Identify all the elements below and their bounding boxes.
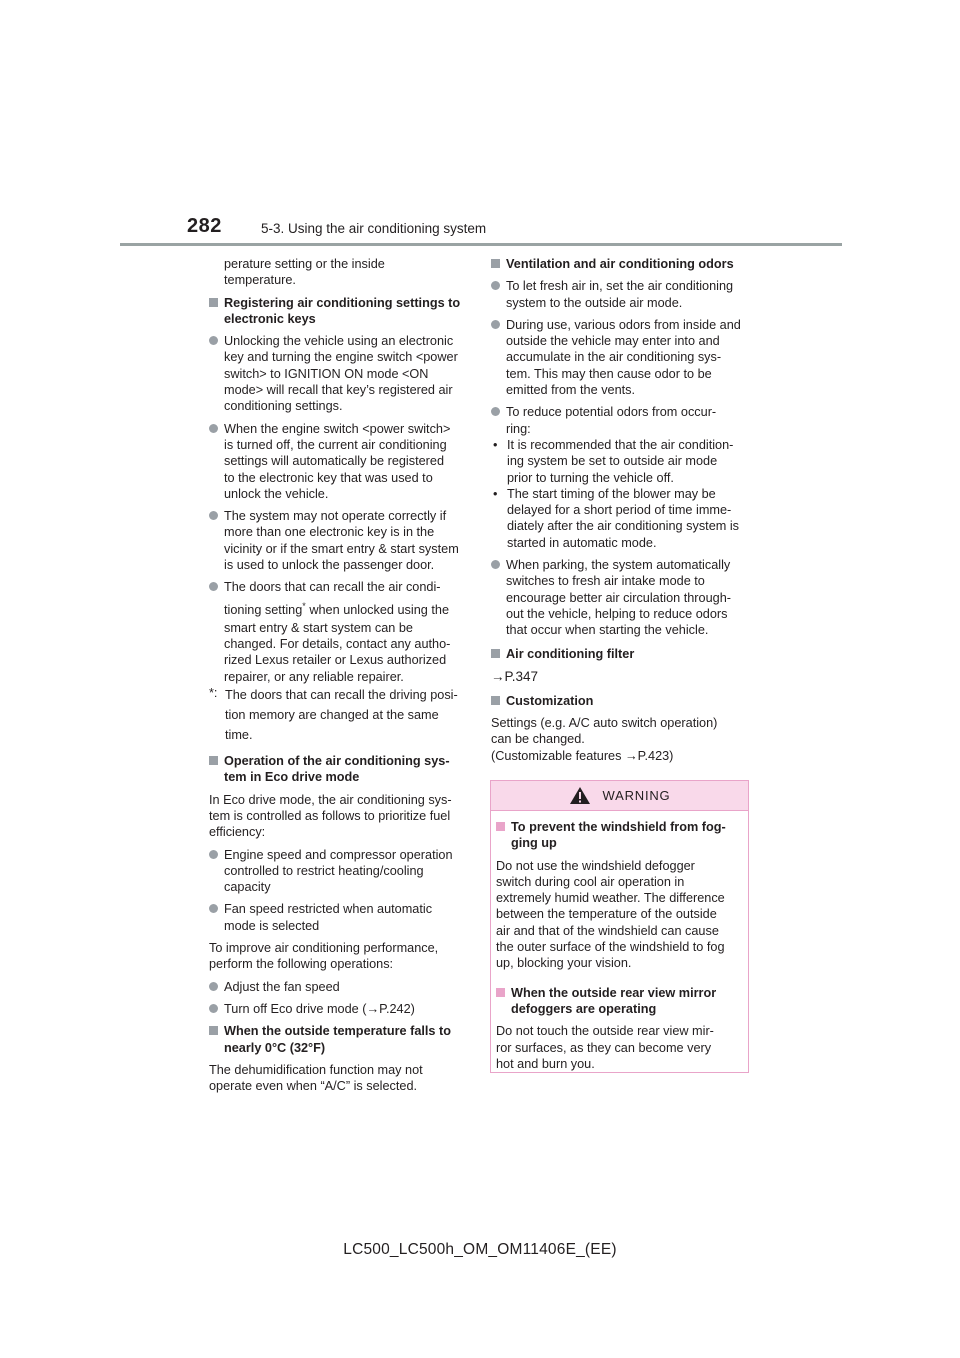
bullet-icon (209, 982, 218, 991)
temperature-paragraph: The dehumidification function may not operate even when “A/C” is selected. (209, 1062, 423, 1094)
bullet-icon (491, 560, 500, 569)
warning-heading-fog: To prevent the windshield from fog- ging up (496, 819, 743, 852)
warning-header (491, 781, 748, 811)
list-item: During use, various odors from inside and outside the vehicle may enter into and accumulate in the air conditioning sys- tem. This may then cause odor to be emitted from the vents. (491, 317, 753, 398)
warning-paragraph-mirror: Do not touch the outside rear view mir- ror surfaces, as they can become very hot and burn you. (496, 1024, 714, 1071)
bullet-icon (491, 281, 500, 290)
list-item: To let fresh air in, set the air conditioning system to the outside air mode. (491, 278, 753, 311)
eco-paragraph: In Eco drive mode, the air conditioning sys- tem is controlled as follows to prioritize fuel efficiency: (209, 792, 452, 840)
list-item: When parking, the system automatically switches to fresh air intake mode to encourage better air circulation through- out the vehicle, helping to reduce odors that occur when starting the vehicle. (491, 557, 753, 638)
list-item: When the engine switch <power switch> is turned off, the current air conditioning settings will automatically be registered to the electronic key that was used to unlock the vehicle. (209, 421, 471, 502)
eco-paragraph-2: To improve air conditioning performance, perform the following operations: (209, 941, 439, 972)
footnote-marker: * (302, 600, 306, 611)
bullet-icon (209, 511, 218, 520)
ventilation-heading: Ventilation and air conditioning odors (491, 256, 753, 272)
left-column (209, 256, 471, 1094)
heading-square-icon (491, 259, 500, 268)
header-rule (120, 243, 842, 246)
warning-title: WARNING (602, 788, 671, 803)
warning-paragraph-fog: Do not use the windshield defogger switch during cool air operation in extremely humid weather. The difference between the temperature of the outside air and that of the windshield can cause the outer surface of the windshield to fog up, blocking your vision. (496, 858, 725, 971)
customization-heading: Customization (491, 693, 753, 709)
sub-list-item: • It is recommended that the air condition- ing system be set to outside air mode prior to turning the vehicle off. (493, 437, 734, 485)
filter-heading: Air conditioning filter (491, 646, 753, 662)
list-item: Adjust the fan speed (209, 979, 471, 995)
bullet-icon (209, 1004, 218, 1013)
bullet-icon (209, 424, 218, 433)
eco-heading: Operation of the air conditioning sys- tem in Eco drive mode (209, 753, 471, 786)
heading-square-icon (496, 822, 505, 831)
filter-page-ref[interactable]: →P.347 (491, 668, 539, 684)
heading-square-icon (491, 696, 500, 705)
sub-list-item: • The start timing of the blower may be delayed for a short period of time imme- diately after the air conditioning system is started in automatic mode. (493, 486, 740, 550)
registering-heading: Registering air conditioning settings to electronic keys (209, 295, 471, 328)
page-number: 282 (187, 215, 222, 237)
list-item: The system may not operate correctly if more than one electronic key is in the vicinity or if the smart entry & start system is used to unlock the passenger door. (209, 508, 471, 573)
bullet-icon (209, 850, 218, 859)
bullet-icon (209, 904, 218, 913)
bullet-icon (491, 320, 500, 329)
list-item: Turn off Eco drive mode (→P.242) (209, 1001, 471, 1017)
list-item: Fan speed restricted when automatic mode is selected (209, 901, 471, 934)
heading-square-icon (491, 649, 500, 658)
heading-square-icon (209, 756, 218, 765)
section-title: 5-3. Using the air conditioning system (261, 221, 487, 236)
list-item: Unlocking the vehicle using an electronic key and turning the engine switch <power switch> to IGNITION ON mode <ON mode> will recall that key’s registered air conditioning settings. (209, 333, 471, 414)
bullet-icon (209, 582, 218, 591)
warning-triangle-icon (569, 786, 591, 805)
customization-paragraph: Settings (e.g. A/C auto switch operation) can be changed. (Customizable features →P.423) (491, 716, 718, 763)
bullet-icon (209, 336, 218, 345)
right-column (491, 256, 753, 764)
list-item: To reduce potential odors from occur- ring: (491, 404, 753, 437)
warning-heading-mirror: When the outside rear view mirror defoggers are operating (496, 985, 743, 1018)
intro-text: perature setting or the inside temperature. (224, 257, 385, 288)
heading-square-icon (496, 988, 505, 997)
bullet-icon (491, 407, 500, 416)
temperature-heading: When the outside temperature falls to nearly 0°C (32°F) (209, 1023, 471, 1056)
warning-box (490, 780, 749, 1073)
footnote: *: The doors that can recall the driving posi- tion memory are changed at the same time. (209, 686, 458, 743)
list-item: The doors that can recall the air condi- tioning setting* when unlocked using the smart entry & start system can be changed. For details, contact any autho- rized Lexus retailer or Lexus authorized repairer, or any reliable repairer. (209, 579, 471, 685)
list-item: Engine speed and compressor operation controlled to restrict heating/cooling capacity (209, 847, 471, 896)
document-code: LC500_LC500h_OM_OM11406E_(EE) (343, 1241, 617, 1258)
heading-square-icon (209, 298, 218, 307)
heading-square-icon (209, 1026, 218, 1035)
